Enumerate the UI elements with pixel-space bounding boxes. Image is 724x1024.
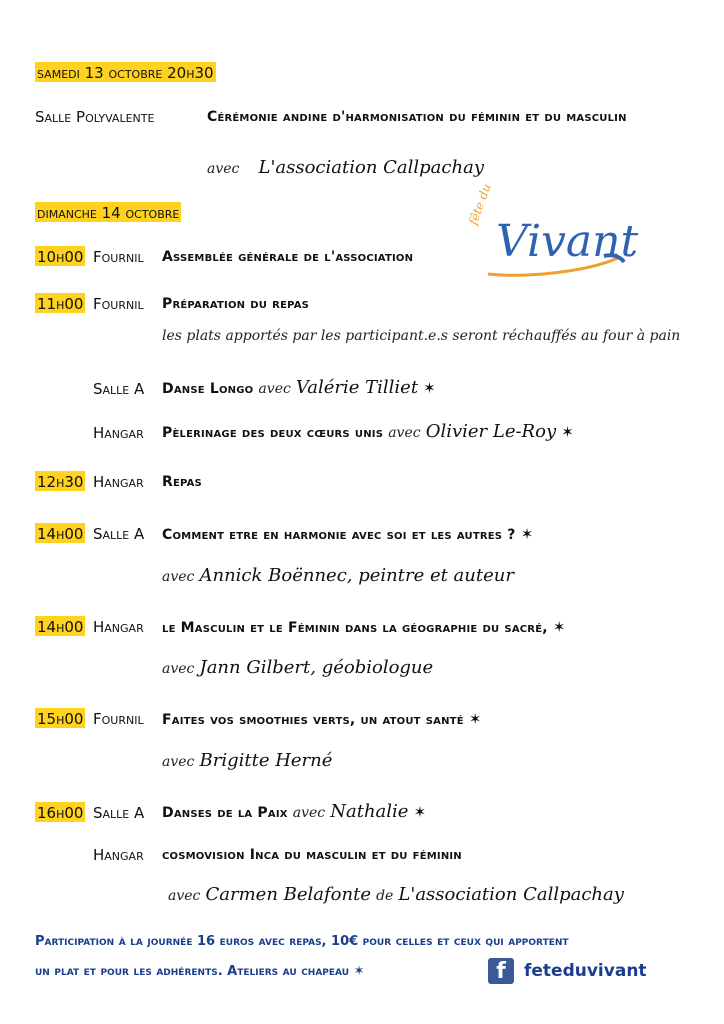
footer-line-2: un plat et pour les adhérents. Ateliers au chapeau (35, 964, 350, 979)
star-icon: ✶ (468, 710, 482, 728)
star-icon: ✶ (423, 379, 436, 397)
event-time: 10h00 (37, 248, 84, 266)
event-avec: avec (162, 661, 195, 677)
star-icon: ✶ (552, 618, 566, 636)
facebook-icon: f (488, 958, 514, 984)
event-place: Hangar (93, 846, 144, 864)
event-time: 14h00 (37, 525, 84, 543)
event-place: Hangar (93, 424, 144, 442)
event-title: Pèlerinage des deux cœurs unis (162, 425, 384, 441)
facebook-label: feteduvivant (524, 961, 647, 981)
star-icon: ✶ (413, 803, 427, 821)
event-avec: avec (162, 569, 195, 585)
event-title: Repas (162, 474, 202, 490)
event-title: Danses de la Paix (162, 805, 288, 821)
logo-small-text: fête du (466, 181, 494, 227)
event-person: Brigitte Herné (199, 750, 333, 771)
star-icon: ✶ (561, 423, 574, 441)
logo-swoosh-icon (486, 252, 626, 278)
event-note: les plats apportés par les participant.e.s seront réchauffés au four à pain (162, 328, 681, 344)
event-title: Danse Longo (162, 381, 254, 397)
sunday-date: dimanche 14 octobre (37, 204, 180, 222)
event-title: le Masculin et le Féminin dans la géographie du sacré, (162, 620, 548, 636)
event-person: Valérie Tilliet (295, 377, 419, 398)
star-icon: ✶ (353, 964, 365, 979)
event-time: 14h00 (37, 618, 84, 636)
event-person: Annick Boënnec, peintre et auteur (199, 565, 514, 586)
star-icon: ✶ (520, 525, 534, 543)
event-title: cosmovision Inca du masculin et du féminin (162, 847, 462, 863)
footer-line-1: Participation à la journée 16 euros avec repas, 10€ pour celles et ceux qui apportent (35, 934, 569, 949)
event-time: 16h00 (37, 804, 84, 822)
saturday-avec: avec (207, 161, 240, 177)
event-place: Salle A (93, 525, 145, 543)
event-person: Jann Gilbert, géobiologue (199, 657, 434, 678)
event-avec: avec (292, 805, 326, 821)
event-time: 15h00 (37, 710, 84, 728)
saturday-date: samedi 13 octobre 20h30 (37, 64, 214, 82)
logo-big-text: Vivant (496, 216, 639, 267)
event-avec: avec (388, 425, 421, 441)
event-place: Salle A (93, 380, 145, 398)
event-place: Salle A (93, 804, 145, 822)
fete-du-vivant-logo (466, 181, 639, 278)
saturday-title: Cérémonie andine d'harmonisation du féminin et du masculin (207, 109, 627, 125)
event-avec: avec (258, 381, 291, 397)
event-time: 12h30 (37, 473, 84, 491)
event-place: Fournil (93, 710, 144, 728)
event-time: 11h00 (37, 295, 84, 313)
event-place: Fournil (93, 295, 144, 313)
event-host: L'association Callpachay (398, 884, 624, 905)
facebook-link[interactable] (488, 958, 647, 984)
event-person: Nathalie (330, 801, 409, 822)
event-avec: avec (168, 888, 201, 904)
event-person: Carmen Belafonte (205, 884, 371, 905)
event-title: Comment etre en harmonie avec soi et les autres ? (162, 527, 516, 543)
event-title: Préparation du repas (162, 296, 310, 312)
saturday-location: Salle Polyvalente (35, 108, 155, 126)
event-place: Fournil (93, 248, 144, 266)
event-person: Olivier Le-Roy (425, 421, 557, 442)
event-avec: avec (162, 754, 195, 770)
event-title: Assemblée générale de l'association (162, 249, 414, 265)
event-place: Hangar (93, 473, 144, 491)
event-place: Hangar (93, 618, 144, 636)
saturday-host: L'association Callpachay (258, 157, 484, 178)
event-de: de (376, 888, 394, 904)
event-title: Faites vos smoothies verts, un atout santé (162, 712, 464, 728)
